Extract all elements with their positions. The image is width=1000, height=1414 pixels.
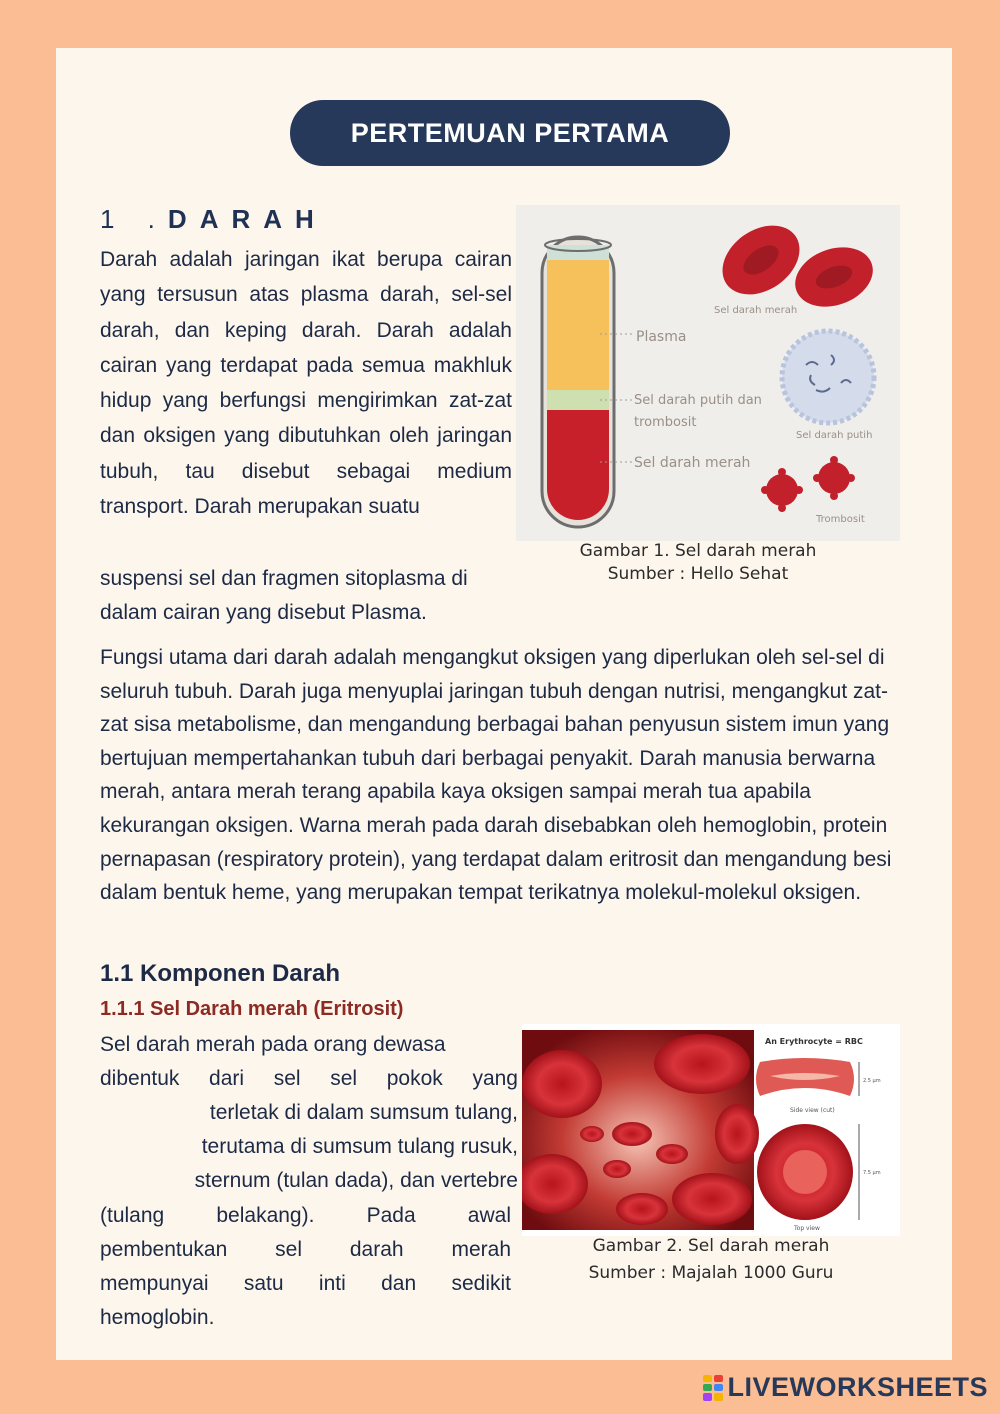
dimension-diameter: 7.5 µm	[863, 1170, 881, 1176]
red-cell-layer	[547, 410, 609, 520]
buffy-coat-layer	[547, 390, 609, 410]
label-platelet-small: Trombosit	[816, 514, 865, 525]
subsection-heading-erythrocyte: 1.1.1 Sel Darah merah (Eritrosit)	[100, 998, 404, 1020]
label-red-cells: Sel darah merah	[634, 455, 751, 471]
liveworksheets-icon	[703, 1375, 723, 1401]
figure-2-caption-source: Sumber : Majalah 1000 Guru	[588, 1263, 834, 1283]
plasma-layer	[547, 260, 609, 390]
figure-1-caption-title: Gambar 1. Sel darah merah	[579, 541, 817, 561]
erythrocyte-line: terletak di dalam sumsum tulang,	[209, 1101, 518, 1124]
figure-1-caption	[516, 540, 880, 586]
erythrocyte-line: pembentukan sel darah merah	[100, 1238, 511, 1261]
erythrocyte-line: (tulang belakang). Pada awal	[100, 1204, 511, 1227]
liveworksheets-logo[interactable]	[703, 1372, 988, 1403]
label-plasma: Plasma	[636, 329, 687, 345]
figure-1-caption-source: Sumber : Hello Sehat	[607, 564, 789, 584]
figure-blood-components	[516, 205, 900, 541]
section-title: DARAH	[167, 204, 327, 234]
section-heading-darah	[100, 204, 327, 235]
paragraph-function: Fungsi utama dari darah adalah mengangkut oksigen yang diperlukan oleh sel-sel di seluruh tubuh. Darah juga menyuplai jaringan tubuh dengan nutrisi, mengangkut zat-zat sisa metabolisme, dan mengandung berbagai bahan penyusun sistem imun yang bertujuan mempertahankan tubuh dari berbagai penyakit. Darah manusia berwarna merah, antara merah terang apabila kaya oksigen sampai merah tua apabila kekurangan oksigen. Warna merah pada darah disebabkan oleh hemoglobin, protein pernapasan (respiratory protein), yang terdapat dalam eritrosit dan mengandung besi dalam bentuk heme, yang merupakan tempat terikatnya molekul-molekul oksigen.	[100, 646, 892, 905]
paragraph-definition-cont: suspensi sel dan fragmen sitoplasma di dalam cairan yang disebut Plasma.	[100, 567, 468, 624]
figure-erythrocyte	[522, 1024, 900, 1236]
figure-2-caption	[560, 1235, 862, 1285]
erythrocyte-line: sternum (tulan dada), dan vertebre	[194, 1169, 518, 1192]
white-blood-cell-illustration	[782, 331, 874, 423]
label-white-cells: Sel darah putih dan	[634, 393, 762, 408]
erythrocyte-line: dibentuk dari sel sel pokok yang	[100, 1067, 518, 1090]
erythrocyte-line: Sel darah merah pada orang dewasa	[100, 1033, 446, 1056]
label-platelets: trombosit	[634, 415, 697, 430]
subsection-heading-components: 1.1 Komponen Darah	[100, 960, 341, 987]
erythrocyte-line: terutama di sumsum tulang rusuk,	[201, 1135, 518, 1158]
platelet-illustration	[761, 456, 855, 512]
erythrocyte-line: hemoglobin.	[100, 1306, 215, 1329]
figure-2-caption-title: Gambar 2. Sel darah merah	[592, 1236, 830, 1256]
label-wbc-small: Sel darah putih	[796, 430, 873, 441]
label-rbc-small: Sel darah merah	[714, 305, 798, 316]
erythrocyte-line: mempunyai satu inti dan sedikit	[100, 1272, 511, 1295]
red-blood-cell-illustration	[709, 211, 881, 317]
side-view-label: Side view (cut)	[790, 1107, 835, 1114]
page-banner: PERTEMUAN PERTAMA	[290, 100, 730, 166]
section-number: 1 .	[100, 204, 168, 234]
erythrocyte-diagram-title: An Erythrocyte = RBC	[765, 1037, 863, 1046]
dimension-thickness: 2.5 µm	[863, 1078, 881, 1084]
top-view-label: Top view	[794, 1225, 820, 1232]
brand-name: LIVEWORKSHEETS	[727, 1372, 988, 1402]
paragraph-definition: Darah adalah jaringan ikat berupa cairan yang tersusun atas plasma darah, sel-sel darah, dan keping darah. Darah adalah cairan yang terdapat pada semua makhluk hidup yang berfungsi mengirimkan zat-zat dan oksigen yang dibutuhkan oleh jaringan tubuh, tau disebut sebagai medium transport. Darah merupakan suatu	[100, 248, 512, 519]
